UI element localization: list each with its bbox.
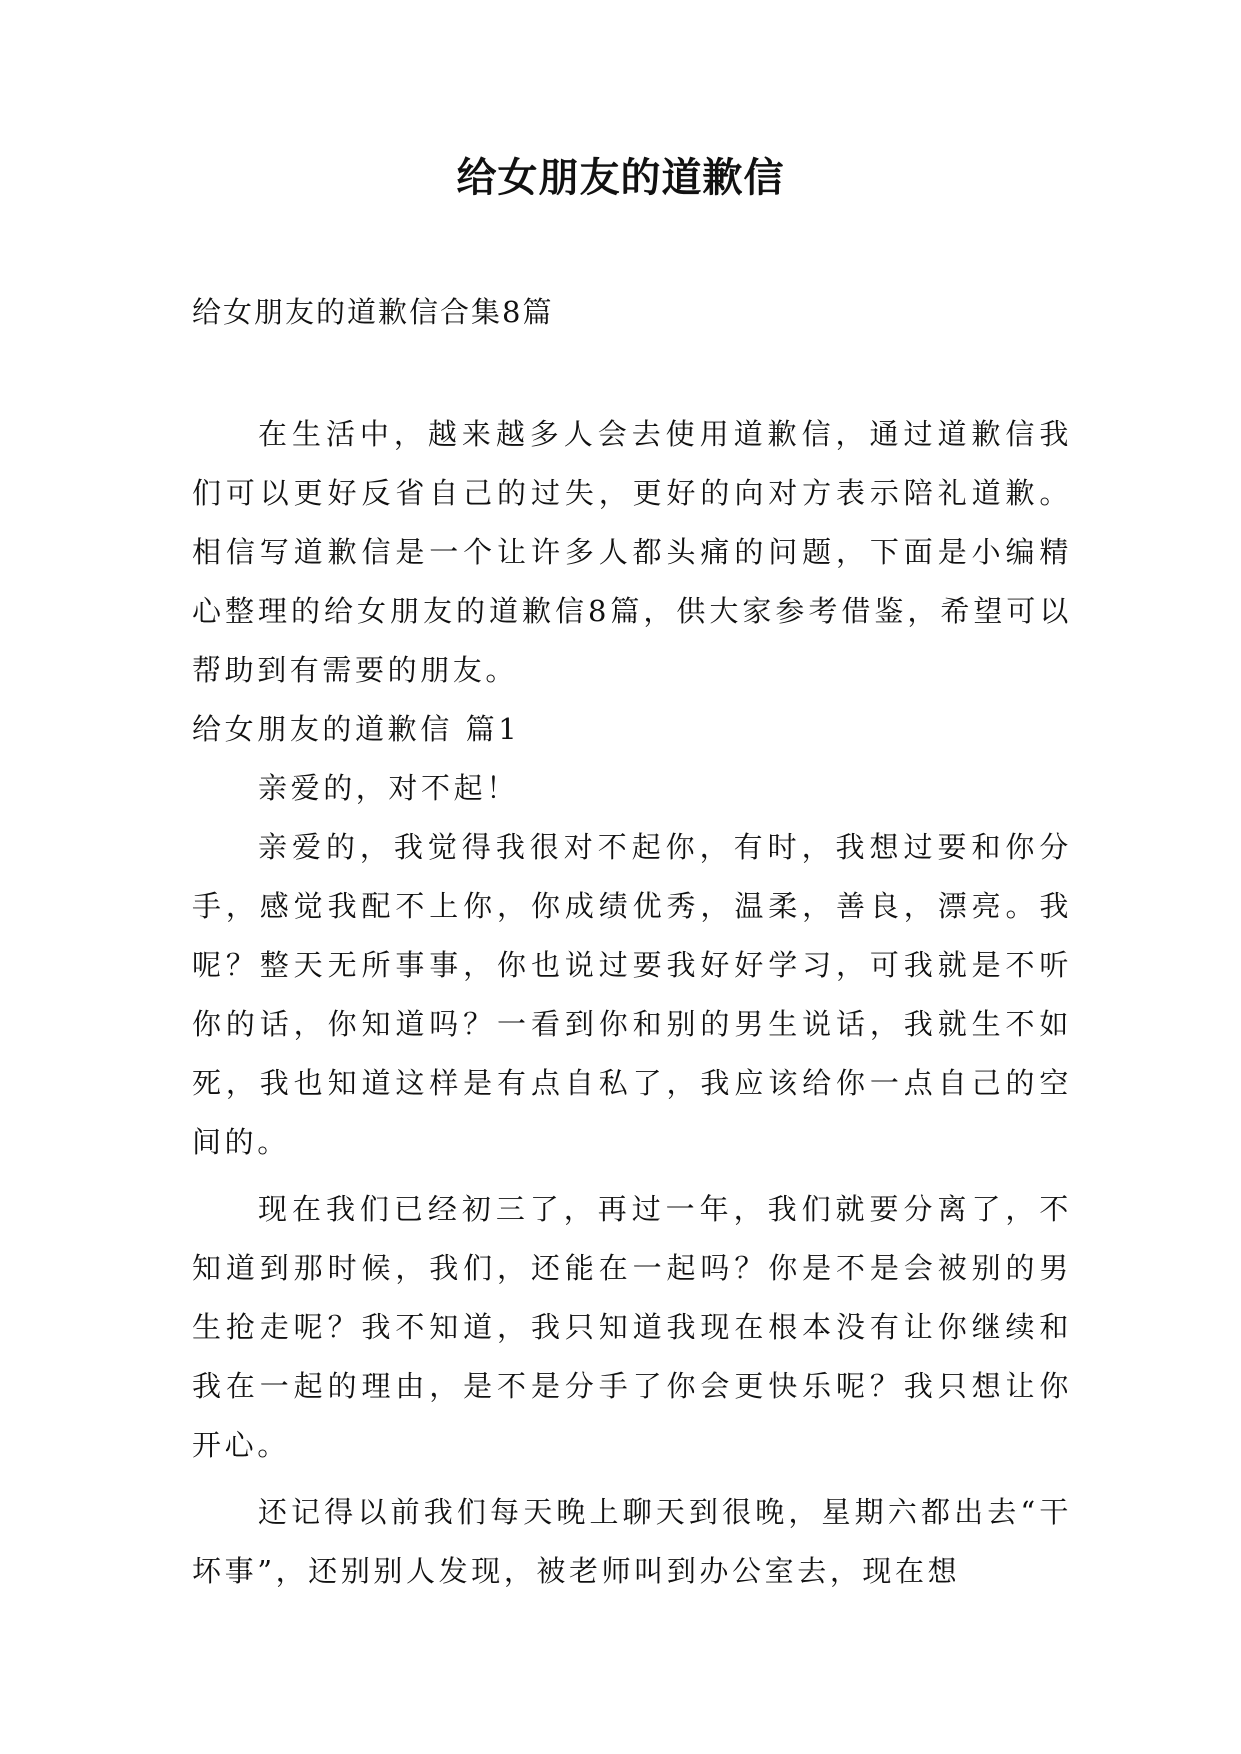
letter-paragraph: 亲爱的，我觉得我很对不起你，有时，我想过要和你分手，感觉我配不上你，你成绩优秀，温柔，善良，漂亮。我呢？整天无所事事，你也说过要我好好学习，可我就是不听你的话，你知道吗？一看到你和别的男生说话，我就生不如死，我也知道这样是有点自私了，我应该给你一点自己的空间的。 [192, 830, 1072, 1159]
document-title: 给女朋友的道歉信 [456, 155, 785, 201]
paragraph-gap [192, 1172, 1072, 1180]
paragraph-gap [192, 1475, 1072, 1483]
section-heading: 给女朋友的道歉信 篇1 [192, 712, 521, 746]
document-body [192, 405, 1072, 1601]
intro-paragraph: 在生活中，越来越多人会去使用道歉信，通过道歉信我们可以更好反省自己的过失，更好的向对方表示陪礼道歉。相信写道歉信是一个让许多人都头痛的问题，下面是小编精心整理的给女朋友的道歉信8篇，供大家参考借鉴，希望可以帮助到有需要的朋友。 [192, 417, 1072, 687]
document-subtitle: 给女朋友的道歉信合集8篇 [192, 295, 554, 329]
letter-paragraph: 还记得以前我们每天晚上聊天到很晚，星期六都出去“干坏事”，还别别人发现，被老师叫到办公室去，现在想 [192, 1495, 1072, 1588]
letter-salutation: 亲爱的，对不起！ [258, 771, 519, 805]
letter-paragraph: 现在我们已经初三了，再过一年，我们就要分离了，不知道到那时候，我们，还能在一起吗？你是不是会被别的男生抢走呢？我不知道，我只知道我现在根本没有让你继续和我在一起的理由，是不是分手了你会更快乐呢？我只想让你开心。 [192, 1192, 1072, 1462]
